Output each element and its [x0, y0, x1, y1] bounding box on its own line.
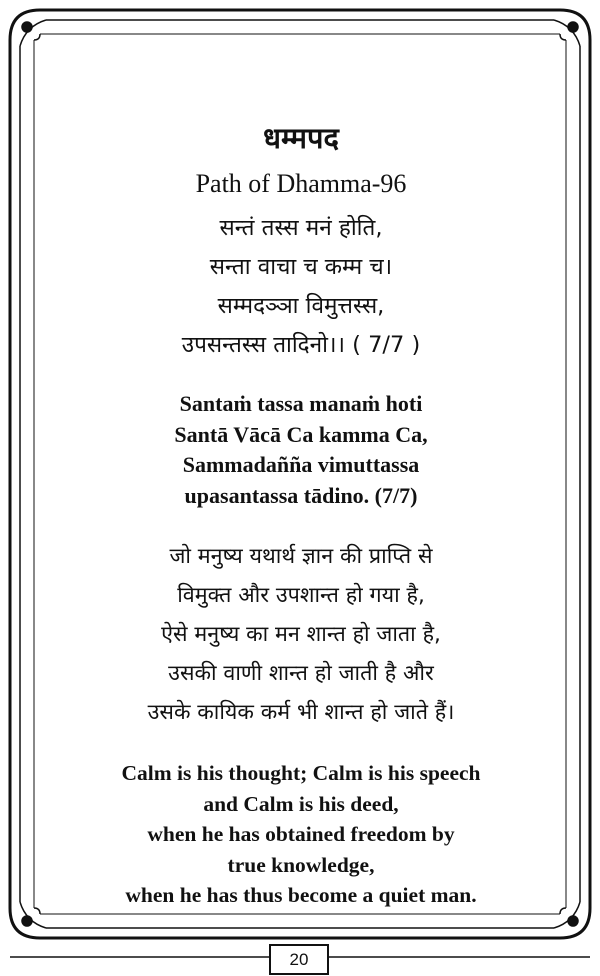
verse-line: upasantassa tādino. (7/7) [184, 482, 418, 508]
pali-verse-roman [48, 389, 554, 511]
english-meaning [48, 758, 554, 911]
meaning-line: true knowledge, [227, 852, 375, 877]
hindi-meaning [48, 537, 554, 732]
verse-line: सम्मदञ्ञा विमुत्तस्स, [217, 293, 385, 319]
meaning-line: विमुक्त और उपशान्त हो गया है, [177, 583, 425, 608]
corner-ornament-top-right [554, 10, 590, 46]
meaning-line: when he has thus become a quiet man. [125, 883, 477, 907]
meaning-line: when he has obtained freedom by [147, 822, 455, 846]
corner-ornament-bottom-left [10, 902, 46, 938]
page-content [48, 118, 554, 911]
verse-line: सन्तं तस्स मनं होति, [219, 215, 383, 241]
corner-ornament-bottom-right [554, 902, 590, 938]
verse-line: Sammadañña vimuttassa [182, 452, 420, 477]
verse-line: Santaṁ tassa manaṁ hoti [179, 391, 423, 416]
verse-line: सन्ता वाचा च कम्म च। [209, 254, 393, 280]
verse-line: उपसन्तस्स तादिनो।। ( 7/7 ) [181, 332, 421, 358]
meaning-line: Calm is his thought; Calm is his speech [121, 761, 481, 785]
verse-line: Santā Vācā Ca kamma Ca, [174, 421, 428, 447]
page-number: 20 [269, 944, 329, 975]
meaning-line: उसकी वाणी शान्त हो जाती है और [168, 661, 434, 686]
meaning-line: जो मनुष्य यथार्थ ज्ञान की प्राप्ति से [169, 544, 433, 569]
pali-verse-devanagari [48, 209, 554, 365]
meaning-line: and Calm is his deed, [203, 791, 399, 816]
meaning-line: उसके कायिक कर्म भी शान्त हो जाते हैं। [147, 700, 455, 725]
chapter-subtitle: Path of Dhamma-96 [195, 169, 407, 198]
corner-ornament-top-left [10, 10, 46, 46]
book-title: धम्मपद [263, 121, 339, 155]
meaning-line: ऐसे मनुष्य का मन शान्त हो जाता है, [161, 622, 441, 647]
